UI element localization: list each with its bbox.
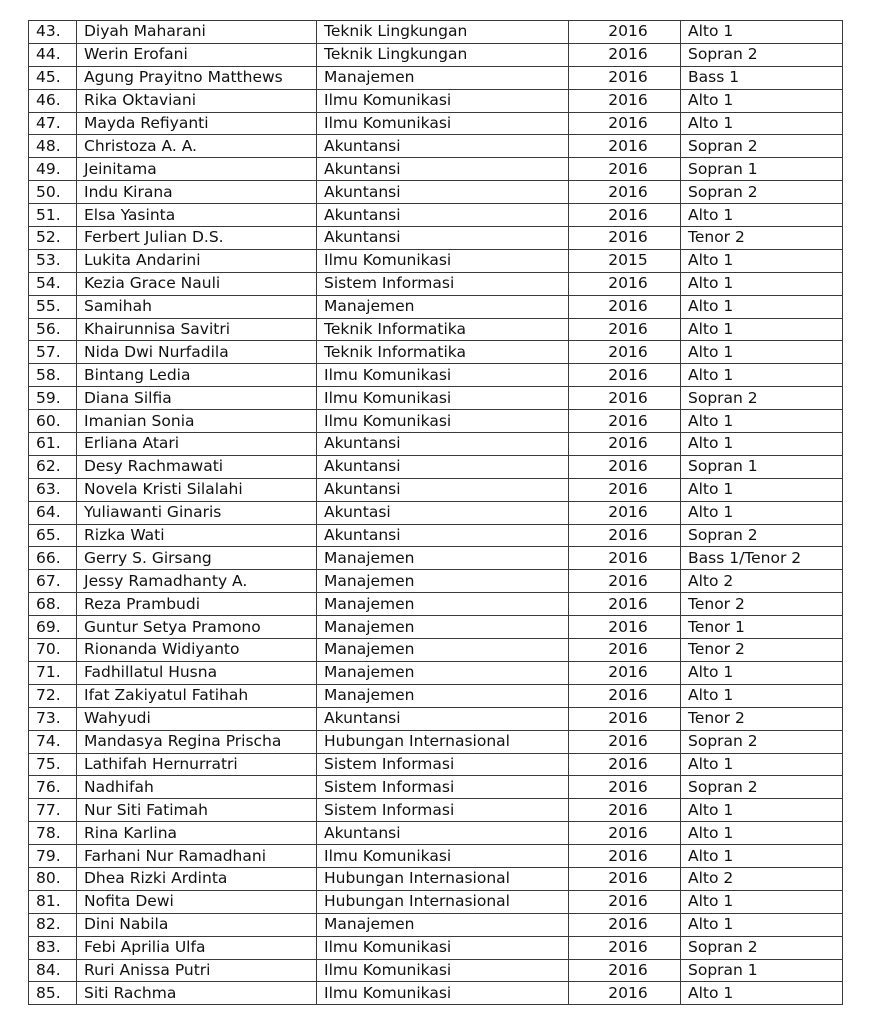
voice-part-cell: Alto 1 — [681, 684, 843, 707]
voice-part-cell: Sopran 2 — [681, 524, 843, 547]
year-cell: 2016 — [569, 341, 681, 364]
row-number-cell: 64. — [29, 501, 77, 524]
member-name-cell: Nur Siti Fatimah — [77, 799, 317, 822]
department-cell: Manajemen — [317, 570, 569, 593]
department-cell: Akuntansi — [317, 204, 569, 227]
row-number-cell: 83. — [29, 936, 77, 959]
table-row — [29, 684, 843, 707]
department-cell: Ilmu Komunikasi — [317, 112, 569, 135]
member-name-cell: Lukita Andarini — [77, 249, 317, 272]
voice-part-cell: Alto 1 — [681, 822, 843, 845]
voice-part-cell: Tenor 2 — [681, 639, 843, 662]
member-name-cell: Rionanda Widiyanto — [77, 639, 317, 662]
voice-part-cell: Sopran 2 — [681, 730, 843, 753]
row-number-cell: 68. — [29, 593, 77, 616]
year-cell: 2016 — [569, 387, 681, 410]
row-number-cell: 70. — [29, 639, 77, 662]
member-name-cell: Febi Aprilia Ulfa — [77, 936, 317, 959]
year-cell: 2016 — [569, 616, 681, 639]
year-cell: 2016 — [569, 501, 681, 524]
table-row — [29, 272, 843, 295]
year-cell: 2016 — [569, 478, 681, 501]
year-cell: 2016 — [569, 890, 681, 913]
year-cell: 2016 — [569, 639, 681, 662]
member-name-cell: Nadhifah — [77, 776, 317, 799]
member-name-cell: Khairunnisa Savitri — [77, 318, 317, 341]
row-number-cell: 45. — [29, 66, 77, 89]
department-cell: Sistem Informasi — [317, 799, 569, 822]
voice-part-cell: Alto 1 — [681, 433, 843, 456]
department-cell: Ilmu Komunikasi — [317, 410, 569, 433]
department-cell: Akuntansi — [317, 524, 569, 547]
row-number-cell: 65. — [29, 524, 77, 547]
member-name-cell: Rizka Wati — [77, 524, 317, 547]
voice-part-cell: Alto 2 — [681, 570, 843, 593]
voice-part-cell: Sopran 2 — [681, 776, 843, 799]
row-number-cell: 75. — [29, 753, 77, 776]
department-cell: Akuntansi — [317, 455, 569, 478]
voice-part-cell: Alto 1 — [681, 661, 843, 684]
table-row — [29, 364, 843, 387]
table-row — [29, 913, 843, 936]
year-cell: 2016 — [569, 66, 681, 89]
table-row — [29, 616, 843, 639]
table-row — [29, 181, 843, 204]
row-number-cell: 73. — [29, 707, 77, 730]
year-cell: 2016 — [569, 410, 681, 433]
table-row — [29, 661, 843, 684]
member-name-cell: Mandasya Regina Prischa — [77, 730, 317, 753]
department-cell: Ilmu Komunikasi — [317, 845, 569, 868]
voice-part-cell: Sopran 2 — [681, 936, 843, 959]
department-cell: Akuntansi — [317, 707, 569, 730]
table-row — [29, 547, 843, 570]
member-name-cell: Imanian Sonia — [77, 410, 317, 433]
year-cell: 2016 — [569, 845, 681, 868]
department-cell: Teknik Informatika — [317, 341, 569, 364]
voice-part-cell: Tenor 2 — [681, 593, 843, 616]
table-row — [29, 890, 843, 913]
department-cell: Akuntansi — [317, 135, 569, 158]
row-number-cell: 46. — [29, 89, 77, 112]
year-cell: 2016 — [569, 204, 681, 227]
member-name-cell: Siti Rachma — [77, 982, 317, 1005]
voice-part-cell: Sopran 2 — [681, 387, 843, 410]
row-number-cell: 60. — [29, 410, 77, 433]
table-row — [29, 387, 843, 410]
year-cell: 2016 — [569, 867, 681, 890]
department-cell: Manajemen — [317, 684, 569, 707]
department-cell: Sistem Informasi — [317, 776, 569, 799]
voice-part-cell: Sopran 1 — [681, 455, 843, 478]
table-row — [29, 822, 843, 845]
voice-part-cell: Alto 1 — [681, 204, 843, 227]
voice-part-cell: Alto 1 — [681, 364, 843, 387]
member-name-cell: Christoza A. A. — [77, 135, 317, 158]
member-name-cell: Rika Oktaviani — [77, 89, 317, 112]
member-name-cell: Gerry S. Girsang — [77, 547, 317, 570]
year-cell: 2016 — [569, 318, 681, 341]
table-row — [29, 112, 843, 135]
table-row — [29, 89, 843, 112]
voice-part-cell: Alto 1 — [681, 341, 843, 364]
voice-part-cell: Alto 1 — [681, 753, 843, 776]
table-row — [29, 433, 843, 456]
department-cell: Manajemen — [317, 547, 569, 570]
row-number-cell: 81. — [29, 890, 77, 913]
member-name-cell: Diana Silfia — [77, 387, 317, 410]
row-number-cell: 74. — [29, 730, 77, 753]
year-cell: 2016 — [569, 936, 681, 959]
department-cell: Akuntansi — [317, 227, 569, 250]
department-cell: Hubungan Internasional — [317, 730, 569, 753]
row-number-cell: 58. — [29, 364, 77, 387]
row-number-cell: 44. — [29, 43, 77, 66]
year-cell: 2016 — [569, 295, 681, 318]
department-cell: Akuntansi — [317, 158, 569, 181]
member-name-cell: Werin Erofani — [77, 43, 317, 66]
year-cell: 2015 — [569, 249, 681, 272]
table-row — [29, 524, 843, 547]
table-row — [29, 570, 843, 593]
member-name-cell: Dhea Rizki Ardinta — [77, 867, 317, 890]
table-row — [29, 867, 843, 890]
table-row — [29, 799, 843, 822]
department-cell: Akuntansi — [317, 181, 569, 204]
table-row — [29, 158, 843, 181]
member-name-cell: Nofita Dewi — [77, 890, 317, 913]
member-name-cell: Jeinitama — [77, 158, 317, 181]
department-cell: Ilmu Komunikasi — [317, 89, 569, 112]
voice-part-cell: Alto 1 — [681, 112, 843, 135]
row-number-cell: 53. — [29, 249, 77, 272]
year-cell: 2016 — [569, 707, 681, 730]
voice-part-cell: Alto 1 — [681, 410, 843, 433]
table-row — [29, 478, 843, 501]
year-cell: 2016 — [569, 684, 681, 707]
voice-part-cell: Alto 1 — [681, 21, 843, 44]
year-cell: 2016 — [569, 913, 681, 936]
department-cell: Ilmu Komunikasi — [317, 249, 569, 272]
row-number-cell: 49. — [29, 158, 77, 181]
department-cell: Teknik Lingkungan — [317, 43, 569, 66]
row-number-cell: 59. — [29, 387, 77, 410]
department-cell: Manajemen — [317, 661, 569, 684]
year-cell: 2016 — [569, 43, 681, 66]
row-number-cell: 48. — [29, 135, 77, 158]
voice-part-cell: Tenor 1 — [681, 616, 843, 639]
member-table-body — [29, 21, 843, 1005]
member-name-cell: Mayda Refiyanti — [77, 112, 317, 135]
member-name-cell: Rina Karlina — [77, 822, 317, 845]
department-cell: Akuntansi — [317, 433, 569, 456]
member-name-cell: Farhani Nur Ramadhani — [77, 845, 317, 868]
department-cell: Ilmu Komunikasi — [317, 936, 569, 959]
department-cell: Teknik Informatika — [317, 318, 569, 341]
department-cell: Akuntansi — [317, 478, 569, 501]
table-row — [29, 501, 843, 524]
member-name-cell: Reza Prambudi — [77, 593, 317, 616]
table-row — [29, 341, 843, 364]
year-cell: 2016 — [569, 547, 681, 570]
table-row — [29, 639, 843, 662]
member-name-cell: Bintang Ledia — [77, 364, 317, 387]
member-name-cell: Wahyudi — [77, 707, 317, 730]
year-cell: 2016 — [569, 364, 681, 387]
voice-part-cell: Alto 1 — [681, 478, 843, 501]
table-row — [29, 318, 843, 341]
table-row — [29, 21, 843, 44]
row-number-cell: 51. — [29, 204, 77, 227]
table-row — [29, 204, 843, 227]
row-number-cell: 56. — [29, 318, 77, 341]
member-name-cell: Indu Kirana — [77, 181, 317, 204]
department-cell: Manajemen — [317, 66, 569, 89]
table-row — [29, 730, 843, 753]
member-table — [28, 20, 843, 1005]
member-name-cell: Nida Dwi Nurfadila — [77, 341, 317, 364]
year-cell: 2016 — [569, 661, 681, 684]
member-name-cell: Desy Rachmawati — [77, 455, 317, 478]
voice-part-cell: Alto 1 — [681, 913, 843, 936]
table-row — [29, 845, 843, 868]
row-number-cell: 76. — [29, 776, 77, 799]
row-number-cell: 55. — [29, 295, 77, 318]
row-number-cell: 78. — [29, 822, 77, 845]
row-number-cell: 54. — [29, 272, 77, 295]
department-cell: Manajemen — [317, 616, 569, 639]
voice-part-cell: Alto 1 — [681, 272, 843, 295]
row-number-cell: 77. — [29, 799, 77, 822]
row-number-cell: 52. — [29, 227, 77, 250]
member-name-cell: Yuliawanti Ginaris — [77, 501, 317, 524]
year-cell: 2016 — [569, 730, 681, 753]
department-cell: Ilmu Komunikasi — [317, 959, 569, 982]
year-cell: 2016 — [569, 272, 681, 295]
voice-part-cell: Bass 1/Tenor 2 — [681, 547, 843, 570]
table-row — [29, 66, 843, 89]
row-number-cell: 71. — [29, 661, 77, 684]
year-cell: 2016 — [569, 524, 681, 547]
member-name-cell: Elsa Yasinta — [77, 204, 317, 227]
voice-part-cell: Alto 1 — [681, 890, 843, 913]
voice-part-cell: Tenor 2 — [681, 227, 843, 250]
year-cell: 2016 — [569, 112, 681, 135]
table-row — [29, 753, 843, 776]
member-name-cell: Samihah — [77, 295, 317, 318]
department-cell: Akuntasi — [317, 501, 569, 524]
member-name-cell: Dini Nabila — [77, 913, 317, 936]
member-name-cell: Agung Prayitno Matthews — [77, 66, 317, 89]
year-cell: 2016 — [569, 181, 681, 204]
member-name-cell: Ifat Zakiyatul Fatihah — [77, 684, 317, 707]
table-row — [29, 43, 843, 66]
voice-part-cell: Sopran 1 — [681, 158, 843, 181]
year-cell: 2016 — [569, 227, 681, 250]
department-cell: Manajemen — [317, 295, 569, 318]
table-row — [29, 410, 843, 433]
table-row — [29, 593, 843, 616]
table-row — [29, 227, 843, 250]
member-name-cell: Guntur Setya Pramono — [77, 616, 317, 639]
voice-part-cell: Alto 1 — [681, 318, 843, 341]
row-number-cell: 63. — [29, 478, 77, 501]
row-number-cell: 79. — [29, 845, 77, 868]
voice-part-cell: Alto 1 — [681, 799, 843, 822]
voice-part-cell: Alto 1 — [681, 89, 843, 112]
row-number-cell: 82. — [29, 913, 77, 936]
row-number-cell: 62. — [29, 455, 77, 478]
row-number-cell: 47. — [29, 112, 77, 135]
voice-part-cell: Alto 1 — [681, 845, 843, 868]
table-row — [29, 982, 843, 1005]
department-cell: Hubungan Internasional — [317, 890, 569, 913]
member-name-cell: Lathifah Hernurratri — [77, 753, 317, 776]
year-cell: 2016 — [569, 959, 681, 982]
table-row — [29, 135, 843, 158]
voice-part-cell: Sopran 1 — [681, 959, 843, 982]
member-name-cell: Novela Kristi Silalahi — [77, 478, 317, 501]
table-row — [29, 455, 843, 478]
year-cell: 2016 — [569, 433, 681, 456]
voice-part-cell: Alto 1 — [681, 295, 843, 318]
voice-part-cell: Tenor 2 — [681, 707, 843, 730]
row-number-cell: 67. — [29, 570, 77, 593]
voice-part-cell: Bass 1 — [681, 66, 843, 89]
year-cell: 2016 — [569, 593, 681, 616]
year-cell: 2016 — [569, 753, 681, 776]
member-name-cell: Ruri Anissa Putri — [77, 959, 317, 982]
row-number-cell: 69. — [29, 616, 77, 639]
year-cell: 2016 — [569, 89, 681, 112]
table-row — [29, 707, 843, 730]
member-name-cell: Fadhillatul Husna — [77, 661, 317, 684]
member-name-cell: Diyah Maharani — [77, 21, 317, 44]
year-cell: 2016 — [569, 776, 681, 799]
voice-part-cell: Alto 1 — [681, 501, 843, 524]
year-cell: 2016 — [569, 455, 681, 478]
table-row — [29, 959, 843, 982]
member-name-cell: Jessy Ramadhanty A. — [77, 570, 317, 593]
table-row — [29, 295, 843, 318]
row-number-cell: 50. — [29, 181, 77, 204]
row-number-cell: 66. — [29, 547, 77, 570]
voice-part-cell: Sopran 2 — [681, 43, 843, 66]
row-number-cell: 57. — [29, 341, 77, 364]
year-cell: 2016 — [569, 982, 681, 1005]
row-number-cell: 43. — [29, 21, 77, 44]
department-cell: Sistem Informasi — [317, 272, 569, 295]
voice-part-cell: Sopran 2 — [681, 135, 843, 158]
year-cell: 2016 — [569, 822, 681, 845]
year-cell: 2016 — [569, 570, 681, 593]
member-name-cell: Kezia Grace Nauli — [77, 272, 317, 295]
row-number-cell: 80. — [29, 867, 77, 890]
department-cell: Ilmu Komunikasi — [317, 982, 569, 1005]
department-cell: Akuntansi — [317, 822, 569, 845]
department-cell: Sistem Informasi — [317, 753, 569, 776]
voice-part-cell: Alto 1 — [681, 982, 843, 1005]
voice-part-cell: Alto 1 — [681, 249, 843, 272]
year-cell: 2016 — [569, 135, 681, 158]
department-cell: Ilmu Komunikasi — [317, 364, 569, 387]
department-cell: Manajemen — [317, 593, 569, 616]
row-number-cell: 84. — [29, 959, 77, 982]
department-cell: Teknik Lingkungan — [317, 21, 569, 44]
department-cell: Ilmu Komunikasi — [317, 387, 569, 410]
year-cell: 2016 — [569, 799, 681, 822]
year-cell: 2016 — [569, 21, 681, 44]
department-cell: Manajemen — [317, 913, 569, 936]
row-number-cell: 85. — [29, 982, 77, 1005]
voice-part-cell: Sopran 2 — [681, 181, 843, 204]
table-row — [29, 249, 843, 272]
voice-part-cell: Alto 2 — [681, 867, 843, 890]
row-number-cell: 72. — [29, 684, 77, 707]
year-cell: 2016 — [569, 158, 681, 181]
row-number-cell: 61. — [29, 433, 77, 456]
member-name-cell: Ferbert Julian D.S. — [77, 227, 317, 250]
table-row — [29, 936, 843, 959]
department-cell: Hubungan Internasional — [317, 867, 569, 890]
table-row — [29, 776, 843, 799]
department-cell: Manajemen — [317, 639, 569, 662]
member-name-cell: Erliana Atari — [77, 433, 317, 456]
